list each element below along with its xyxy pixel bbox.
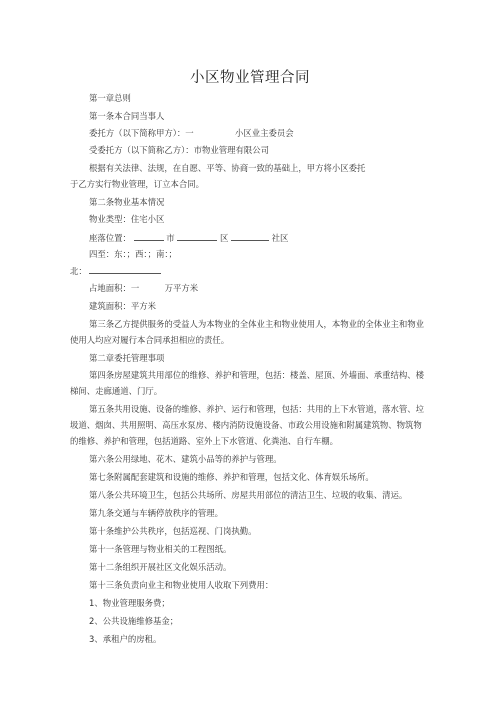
boundaries: 四至：东：；西：；南：； bbox=[89, 249, 177, 259]
location-community: 社区 bbox=[271, 233, 289, 243]
land-area-line bbox=[89, 282, 198, 294]
article-4-line-2: 梯间、走廊通道、门厅。 bbox=[70, 386, 163, 396]
article-5-line-2: 圾道、烟囱、共用照明、高压水泵房、楼内消防设施设备、市政公用设施和附属建筑物、物筑物 bbox=[70, 420, 422, 430]
article-12: 第十二条组织开展社区文化娱乐活动。 bbox=[89, 562, 232, 572]
location-blank-3 bbox=[231, 231, 269, 241]
building-area: 建筑面积：平方米 bbox=[89, 301, 156, 311]
fee-item-2: 2、公共设施维修基金； bbox=[89, 616, 179, 626]
article-3-line-2: 使用人均应对履行本合同承担相应的责任。 bbox=[70, 335, 230, 345]
document-title: 小区物业管理合同 bbox=[190, 70, 310, 86]
location-label: 座落位置： bbox=[89, 233, 131, 243]
article-11: 第十一条管理与物业相关的工程图纸。 bbox=[89, 544, 232, 554]
land-area-label: 占地面积：一 bbox=[89, 283, 140, 293]
party-b-line: 受委托方（以下简称乙方）：市物业管理有限公司 bbox=[89, 145, 270, 155]
party-a-label: 委托方（以下简称甲方）：一 bbox=[89, 128, 194, 138]
article-9: 第九条交通与车辆停放秩序的管理。 bbox=[89, 508, 223, 518]
article-5-line-1: 第五条共用设施、设备的维修、养护、运行和管理，包括：共用的上下水管道，落水管、垃 bbox=[89, 404, 424, 414]
article-1: 第一条本合同当事人 bbox=[89, 111, 165, 121]
location-blank-1 bbox=[134, 231, 164, 241]
article-2: 第二条物业基本情况 bbox=[89, 197, 165, 207]
party-a-line bbox=[89, 127, 294, 139]
north-blank bbox=[89, 264, 161, 274]
article-8: 第八条公共环境卫生，包括公共场所、房屋共用部位的清洁卫生、垃圾的收集、清运。 bbox=[89, 490, 408, 500]
north-line bbox=[70, 264, 161, 277]
party-a-value: 小区业主委员会 bbox=[235, 128, 294, 138]
article-6: 第六条公用绿地、花木、建筑小品等的养护与管理。 bbox=[89, 454, 282, 464]
chapter-1-heading: 第一章总则 bbox=[89, 93, 131, 103]
location-blank-2 bbox=[177, 231, 217, 241]
article-13: 第十三条负责向业主和物业使用人收取下列费用： bbox=[89, 580, 274, 590]
land-area-unit: 万平方米 bbox=[164, 283, 199, 293]
article-7: 第七条附属配套建筑和设施的维修、养护和管理，包括文化、体育娱乐场所。 bbox=[89, 472, 374, 482]
location-district: 区 bbox=[219, 233, 229, 243]
chapter-2-heading: 第二章委托管理事项 bbox=[89, 353, 165, 363]
location-line bbox=[89, 231, 288, 244]
property-type: 物业类型：住宅小区 bbox=[89, 214, 165, 224]
article-10: 第十条维护公共秩序，包括巡视、门岗执勤。 bbox=[89, 526, 257, 536]
location-city: 市 bbox=[166, 233, 175, 243]
fee-item-1: 1、物业管理服务费； bbox=[89, 598, 170, 608]
article-5-line-3: 的维修、养护和管理，包括道路、室外上下水管道、化粪池、自行车棚。 bbox=[70, 436, 338, 446]
fee-item-3: 3、承租户的房租。 bbox=[89, 634, 162, 644]
north-label: 北： bbox=[70, 266, 87, 276]
intro-line-2: 于乙方实行物业管理，订立本合同。 bbox=[70, 179, 204, 189]
article-3-line-1: 第三条乙方提供服务的受益人为本物业的全体业主和物业使用人，本物业的全体业主和物业 bbox=[89, 319, 424, 329]
article-4-line-1: 第四条房屋建筑共用部位的维修、养护和管理，包括：楼盖、屋顶、外墙面、承重结构、楼 bbox=[89, 370, 424, 380]
intro-line-1: 根据有关法律、法规，在自愿、平等、协商一致的基础上，甲方将小区委托 bbox=[89, 163, 366, 173]
